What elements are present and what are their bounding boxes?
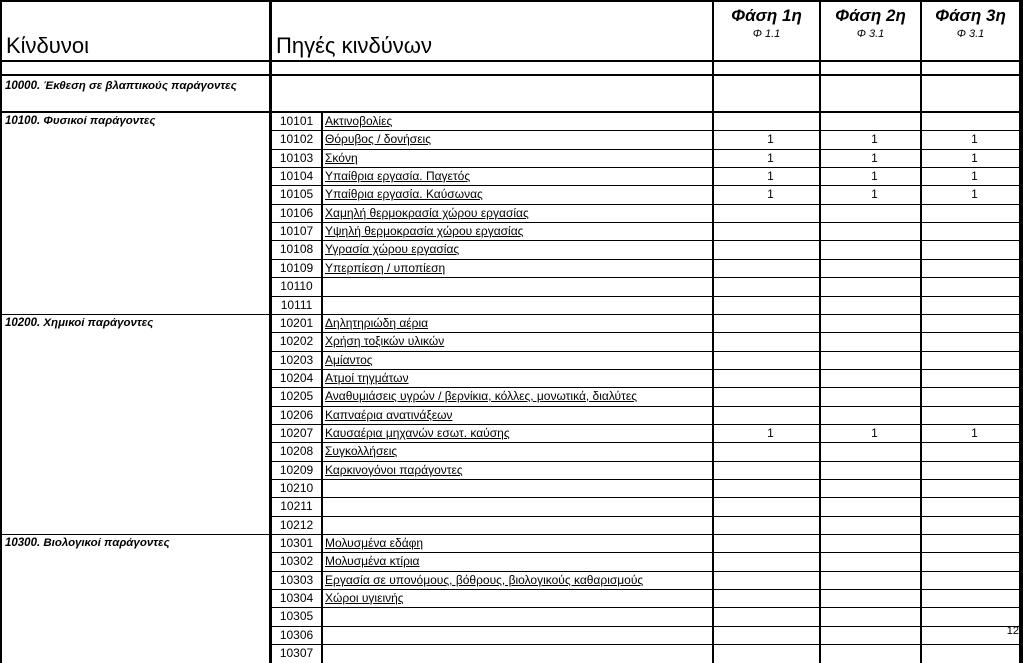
hazard-code: 10306 bbox=[272, 627, 321, 644]
hazard-code: 10205 bbox=[272, 388, 321, 406]
phase-subcode: Φ 3.1 bbox=[856, 28, 885, 40]
hazard-code: 10111 bbox=[272, 297, 321, 314]
phase3-value bbox=[922, 352, 1019, 369]
phase3-value bbox=[922, 535, 1019, 552]
hazard-code: 10101 bbox=[272, 113, 321, 130]
phase1-value: 1 bbox=[714, 186, 819, 204]
empty-cell bbox=[922, 76, 1019, 111]
phase1-value bbox=[714, 517, 819, 534]
phase2-value bbox=[821, 297, 920, 314]
phase2-value: 1 bbox=[821, 168, 920, 185]
spacer-cell bbox=[272, 62, 712, 74]
phase2-value bbox=[821, 498, 920, 516]
phase1-value bbox=[714, 498, 819, 516]
hazard-description bbox=[323, 297, 712, 314]
phase1-value bbox=[714, 278, 819, 296]
phase3-value: 1 bbox=[922, 186, 1019, 204]
hazard-description bbox=[323, 627, 712, 644]
phase1-value bbox=[714, 333, 819, 351]
hazard-code: 10305 bbox=[272, 608, 321, 626]
hazard-code: 10104 bbox=[272, 168, 321, 185]
phase2-value bbox=[821, 241, 920, 259]
hazard-description: Θόρυβος / δονήσεις bbox=[323, 131, 712, 149]
phase2-value bbox=[821, 260, 920, 277]
hazard-description: Δηλητηριώδη αέρια bbox=[323, 315, 712, 332]
phase2-value bbox=[821, 517, 920, 534]
phase3-value: 1 bbox=[922, 131, 1019, 149]
hazard-code: 10103 bbox=[272, 150, 321, 167]
phase-header bbox=[922, 2, 1019, 60]
phase3-value bbox=[922, 590, 1019, 607]
hazard-description bbox=[323, 608, 712, 626]
hazard-code: 10211 bbox=[272, 498, 321, 516]
phase2-value bbox=[821, 480, 920, 497]
hazard-description: Καρκινογόνοι παράγοντες bbox=[323, 462, 712, 479]
hazard-description: Υπαίθρια εργασία. Παγετός bbox=[323, 168, 712, 185]
hazard-code: 10110 bbox=[272, 278, 321, 296]
category-label: 10200. Χημικοί παράγοντες bbox=[2, 315, 269, 534]
phase1-value: 1 bbox=[714, 131, 819, 149]
hazard-description: Υγρασία χώρου εργασίας bbox=[323, 241, 712, 259]
phase3-value bbox=[922, 645, 1019, 663]
phase1-value bbox=[714, 297, 819, 314]
spacer-cell bbox=[2, 62, 269, 74]
empty-cell bbox=[821, 76, 920, 111]
phase2-value bbox=[821, 315, 920, 332]
hazard-code: 10208 bbox=[272, 443, 321, 461]
hazard-code: 10105 bbox=[272, 186, 321, 204]
empty-cell bbox=[714, 76, 819, 111]
phase2-value bbox=[821, 223, 920, 240]
empty-cell bbox=[272, 76, 712, 111]
hazard-code: 10207 bbox=[272, 425, 321, 442]
phase1-value bbox=[714, 572, 819, 589]
phase-subcode: Φ 3.1 bbox=[956, 28, 985, 40]
phase3-value bbox=[922, 278, 1019, 296]
hazard-code: 10212 bbox=[272, 517, 321, 534]
phase-title: Φάση 3η bbox=[935, 6, 1006, 25]
hazard-description: Υπερπίεση / υποπίεση bbox=[323, 260, 712, 277]
hazard-description: Μολυσμένα κτίρια bbox=[323, 553, 712, 571]
hazard-code: 10301 bbox=[272, 535, 321, 552]
phase2-value bbox=[821, 443, 920, 461]
phase2-value bbox=[821, 572, 920, 589]
phase3-value bbox=[922, 498, 1019, 516]
phase1-value bbox=[714, 388, 819, 406]
hazard-description: Χαμηλή θερμοκρασία χώρου εργασίας bbox=[323, 205, 712, 222]
hazard-description: Καυσαέρια μηχανών εσωτ. καύσης bbox=[323, 425, 712, 442]
hazard-description: Αναθυμιάσεις υγρών / βερνίκια, κόλλες, μονωτικά, διαλύτες bbox=[323, 388, 712, 406]
phase3-value bbox=[922, 205, 1019, 222]
phase1-value bbox=[714, 370, 819, 387]
phase1-value: 1 bbox=[714, 168, 819, 185]
hazard-code: 10302 bbox=[272, 553, 321, 571]
phase2-value bbox=[821, 370, 920, 387]
hazard-description: Χρήση τοξικών υλικών bbox=[323, 333, 712, 351]
phase3-value bbox=[922, 553, 1019, 571]
phase1-value bbox=[714, 608, 819, 626]
hazard-description: Συγκολλήσεις bbox=[323, 443, 712, 461]
hazard-code: 10108 bbox=[272, 241, 321, 259]
phase1-value: 1 bbox=[714, 425, 819, 442]
phase1-value bbox=[714, 443, 819, 461]
hazard-code: 10307 bbox=[272, 645, 321, 663]
phase2-value bbox=[821, 627, 920, 644]
page-number: 12 bbox=[1006, 625, 1019, 637]
hazard-code: 10201 bbox=[272, 315, 321, 332]
hazard-code: 10303 bbox=[272, 572, 321, 589]
phase2-value: 1 bbox=[821, 150, 920, 167]
spacer-cell bbox=[714, 62, 819, 74]
phase3-value bbox=[922, 572, 1019, 589]
hazard-code: 10106 bbox=[272, 205, 321, 222]
hazard-code: 10202 bbox=[272, 333, 321, 351]
phase3-value bbox=[922, 443, 1019, 461]
phase1-value bbox=[714, 553, 819, 571]
phase3-value bbox=[922, 315, 1019, 332]
phase3-value bbox=[922, 480, 1019, 497]
category-label: 10100. Φυσικοί παράγοντες bbox=[2, 113, 269, 314]
hazard-description: Αμίαντος bbox=[323, 352, 712, 369]
phase2-value: 1 bbox=[821, 425, 920, 442]
phase2-value bbox=[821, 553, 920, 571]
phase2-value: 1 bbox=[821, 186, 920, 204]
phase3-value bbox=[922, 223, 1019, 240]
phase2-value bbox=[821, 608, 920, 626]
phase1-value bbox=[714, 113, 819, 130]
phase2-value: 1 bbox=[821, 131, 920, 149]
phase1-value bbox=[714, 407, 819, 424]
phase3-value bbox=[922, 462, 1019, 479]
phase1-value bbox=[714, 241, 819, 259]
phase3-value bbox=[922, 241, 1019, 259]
hazard-description: Υψηλή θερμοκρασία χώρου εργασίας bbox=[323, 223, 712, 240]
hazards-column-header: Κίνδυνοι bbox=[2, 2, 269, 60]
hazard-description bbox=[323, 645, 712, 663]
sources-column-header: Πηγές κινδύνων bbox=[272, 2, 712, 60]
phase2-value bbox=[821, 590, 920, 607]
phase2-value bbox=[821, 278, 920, 296]
phase3-value bbox=[922, 260, 1019, 277]
hazard-code: 10209 bbox=[272, 462, 321, 479]
phase3-value: 1 bbox=[922, 425, 1019, 442]
phase2-value bbox=[821, 388, 920, 406]
phase1-value bbox=[714, 352, 819, 369]
phase3-value bbox=[922, 627, 1019, 644]
hazard-description: Υπαίθρια εργασία. Καύσωνας bbox=[323, 186, 712, 204]
phase2-value bbox=[821, 352, 920, 369]
phase-title: Φάση 1η bbox=[731, 6, 802, 25]
spacer-cell bbox=[821, 62, 920, 74]
phase3-value bbox=[922, 333, 1019, 351]
hazard-code: 10109 bbox=[272, 260, 321, 277]
phase2-value bbox=[821, 462, 920, 479]
hazard-description: Ακτινοβολίες bbox=[323, 113, 712, 130]
hazard-description: Σκόνη bbox=[323, 150, 712, 167]
phase3-value bbox=[922, 113, 1019, 130]
phase3-value bbox=[922, 517, 1019, 534]
phase2-value bbox=[821, 535, 920, 552]
phase2-value bbox=[821, 645, 920, 663]
hazard-description: Μολυσμένα εδάφη bbox=[323, 535, 712, 552]
spacer-cell bbox=[922, 62, 1019, 74]
phase2-value bbox=[821, 407, 920, 424]
phase2-value bbox=[821, 113, 920, 130]
hazard-code: 10203 bbox=[272, 352, 321, 369]
hazard-description: Ατμοί τηγμάτων bbox=[323, 370, 712, 387]
phase-subcode: Φ 1.1 bbox=[752, 28, 781, 40]
phase3-value: 1 bbox=[922, 168, 1019, 185]
phase1-value bbox=[714, 462, 819, 479]
phase-header bbox=[821, 2, 920, 60]
phase3-value bbox=[922, 608, 1019, 626]
phase1-value bbox=[714, 480, 819, 497]
phase3-value bbox=[922, 388, 1019, 406]
hazard-code: 10210 bbox=[272, 480, 321, 497]
phase1-value bbox=[714, 645, 819, 663]
phase2-value bbox=[821, 205, 920, 222]
hazard-code: 10204 bbox=[272, 370, 321, 387]
category-label: 10300. Βιολογικοί παράγοντες bbox=[2, 535, 269, 663]
phase1-value bbox=[714, 627, 819, 644]
phase1-value bbox=[714, 535, 819, 552]
phase1-value bbox=[714, 260, 819, 277]
phase2-value bbox=[821, 333, 920, 351]
phase3-value bbox=[922, 297, 1019, 314]
phase-title: Φάση 2η bbox=[835, 6, 906, 25]
phase1-value bbox=[714, 223, 819, 240]
hazard-code: 10102 bbox=[272, 131, 321, 149]
phase1-value: 1 bbox=[714, 150, 819, 167]
hazard-code: 10206 bbox=[272, 407, 321, 424]
hazard-description: Καπναέρια ανατινάξεων bbox=[323, 407, 712, 424]
phase1-value bbox=[714, 315, 819, 332]
hazard-code: 10304 bbox=[272, 590, 321, 607]
phase3-value bbox=[922, 370, 1019, 387]
phase1-value bbox=[714, 590, 819, 607]
phase3-value: 1 bbox=[922, 150, 1019, 167]
hazard-description bbox=[323, 517, 712, 534]
phase-header bbox=[714, 2, 819, 60]
top-category: 10000. Έκθεση σε βλαπτικούς παράγοντες bbox=[2, 76, 269, 111]
hazard-description: Εργασία σε υπονόμους, βόθρους, βιολογικούς καθαρισμούς bbox=[323, 572, 712, 589]
phase1-value bbox=[714, 205, 819, 222]
phase3-value bbox=[922, 407, 1019, 424]
hazard-description bbox=[323, 480, 712, 497]
hazard-code: 10107 bbox=[272, 223, 321, 240]
hazard-description bbox=[323, 278, 712, 296]
hazard-description: Χώροι υγιεινής bbox=[323, 590, 712, 607]
hazard-description bbox=[323, 498, 712, 516]
